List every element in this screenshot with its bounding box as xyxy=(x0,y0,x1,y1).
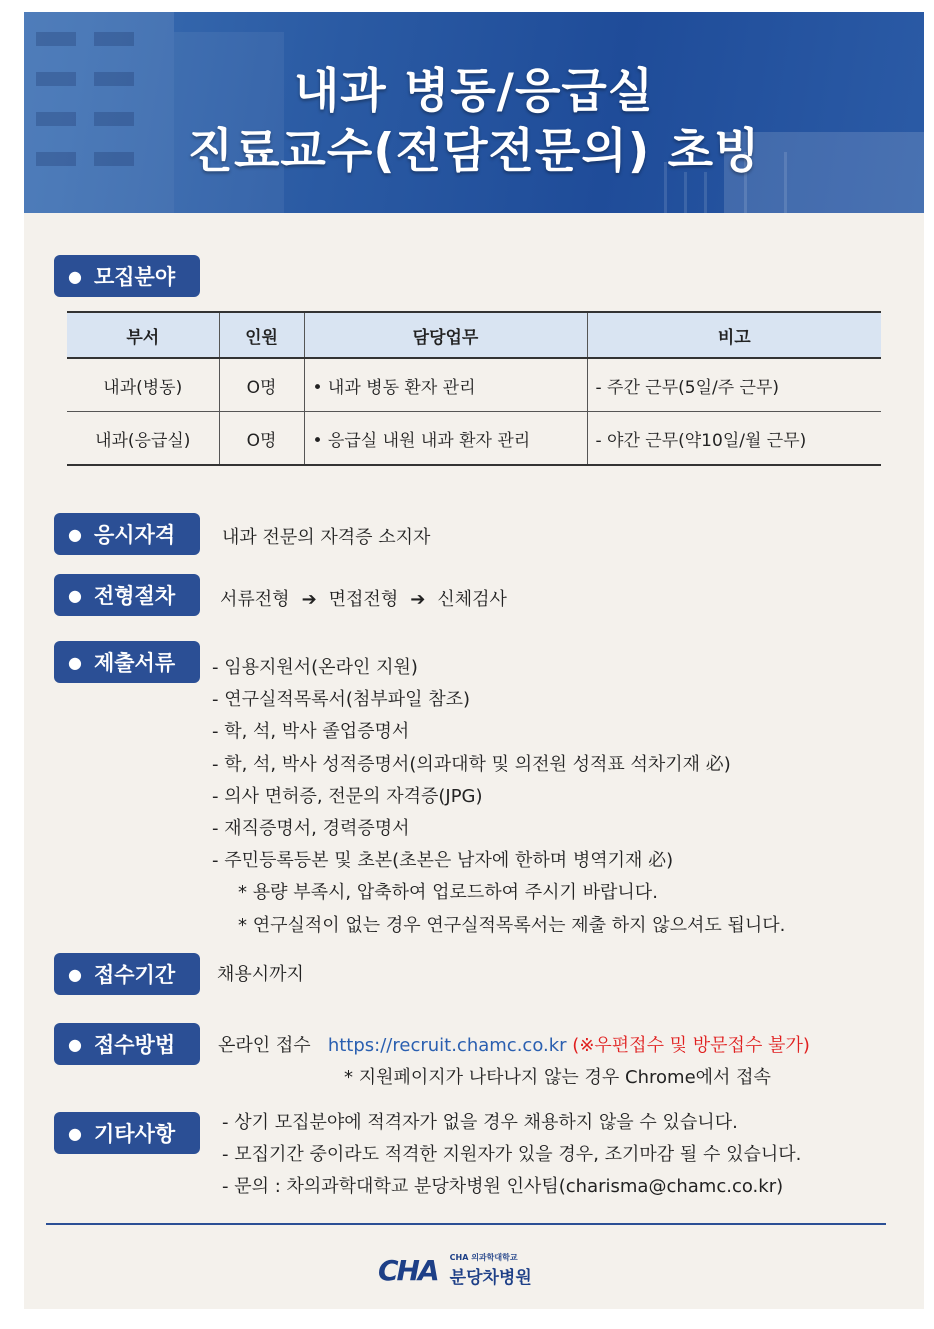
section-label-process: ● 전형절차 xyxy=(54,574,200,616)
title-banner xyxy=(24,12,924,213)
table-cell: • 응급실 내원 내과 환자 관리 xyxy=(304,412,587,466)
process-step-document: 서류전형 xyxy=(220,589,290,610)
method-line xyxy=(218,1031,810,1057)
table-cell: • 내과 병동 환자 관리 xyxy=(304,358,587,412)
list-item: - 주민등록등본 및 초본(초본은 남자에 한하며 병역기재 必) xyxy=(212,850,674,872)
table-cell: 내과(응급실) xyxy=(67,412,219,466)
period-text: 채용시까지 xyxy=(217,964,304,985)
hospital-logo xyxy=(378,1252,532,1288)
table-cell: O명 xyxy=(219,358,304,412)
cha-logo-mark: CHA xyxy=(378,1253,438,1287)
method-prefix: 온라인 접수 xyxy=(218,1035,311,1056)
table-header-row xyxy=(67,312,881,358)
table-cell: - 야간 근무(약10일/월 근무) xyxy=(587,412,881,466)
table-header: 인원 xyxy=(219,312,304,358)
poster-title-line2: 진료교수(전담전문의) 초빙 xyxy=(187,124,761,179)
documents-list xyxy=(212,652,785,942)
logo-university: CHA 의과학대학교 xyxy=(449,1253,518,1262)
table-header: 비고 xyxy=(587,312,881,358)
bullet-icon: ● xyxy=(68,964,82,984)
method-warning: (※우편접수 및 방문접수 불가) xyxy=(572,1035,810,1056)
process-step-interview: 면접전형 xyxy=(328,589,399,610)
bullet-icon: ● xyxy=(68,524,82,544)
list-item: - 학, 석, 박사 졸업증명서 xyxy=(212,721,410,743)
table-row xyxy=(67,412,881,466)
list-item: - 모집기간 중이라도 적격한 지원자가 있을 경우, 조기마감 될 수 있습니다. xyxy=(222,1144,802,1165)
logo-hospital-name: 분당차병원 xyxy=(449,1268,532,1288)
list-item: - 임용지원서(온라인 지원) xyxy=(212,657,418,678)
section-label-etc: ● 기타사항 xyxy=(54,1112,200,1154)
table-cell: 내과(병동) xyxy=(67,358,219,412)
process-steps xyxy=(220,585,507,611)
section-label-period: ● 접수기간 xyxy=(54,953,200,995)
table-header: 부서 xyxy=(67,312,219,358)
etc-list xyxy=(222,1107,801,1203)
list-item: - 문의 : 차의과학대학교 분당차병원 인사팀(charisma@chamc.co.kr) xyxy=(222,1176,784,1197)
arrow-right-icon: ➔ xyxy=(410,589,426,610)
bullet-icon: ● xyxy=(68,1034,82,1054)
recruitment-poster xyxy=(24,12,924,1309)
recruit-link[interactable]: https://recruit.chamc.co.kr xyxy=(327,1035,567,1056)
list-item: - 재직증명서, 경력증명서 xyxy=(212,818,410,840)
section-label-documents: ● 제출서류 xyxy=(54,641,200,683)
poster-title-line1: 내과 병동/응급실 xyxy=(293,64,655,119)
list-item: - 의사 면허증, 전문의 자격증(JPG) xyxy=(212,785,483,807)
document-note: * 연구실적이 없는 경우 연구실적목록서는 제출 하지 않으셔도 됩니다. xyxy=(238,914,786,936)
list-item: - 학, 석, 박사 성적증명서(의과대학 및 의전원 성적표 석차기재 必) xyxy=(212,753,731,775)
method-note: * 지원페이지가 나타나지 않는 경우 Chrome에서 접속 xyxy=(344,1067,771,1088)
table-header: 담당업무 xyxy=(304,312,587,358)
bullet-icon: ● xyxy=(68,652,82,672)
document-note: * 용량 부족시, 압축하여 업로드하여 주시기 바랍니다. xyxy=(238,882,658,904)
recruit-table xyxy=(67,311,881,466)
qualification-text: 내과 전문의 자격증 소지자 xyxy=(222,527,431,548)
table-row xyxy=(67,358,881,412)
bullet-icon: ● xyxy=(68,585,82,605)
process-step-physical: 신체검사 xyxy=(437,589,507,610)
section-label-qualification: ● 응시자격 xyxy=(54,513,200,555)
bullet-icon: ● xyxy=(68,1123,82,1143)
list-item: - 상기 모집분야에 적격자가 없을 경우 채용하지 않을 수 있습니다. xyxy=(222,1112,738,1133)
table-cell: O명 xyxy=(219,412,304,466)
footer-divider xyxy=(46,1223,886,1225)
bullet-icon: ● xyxy=(68,266,82,286)
table-cell: - 주간 근무(5일/주 근무) xyxy=(587,358,881,412)
arrow-right-icon: ➔ xyxy=(301,589,317,610)
section-label-method: ● 접수방법 xyxy=(54,1023,200,1065)
list-item: - 연구실적목록서(첨부파일 참조) xyxy=(212,689,471,711)
section-label-recruit: ● 모집분야 xyxy=(54,255,200,297)
